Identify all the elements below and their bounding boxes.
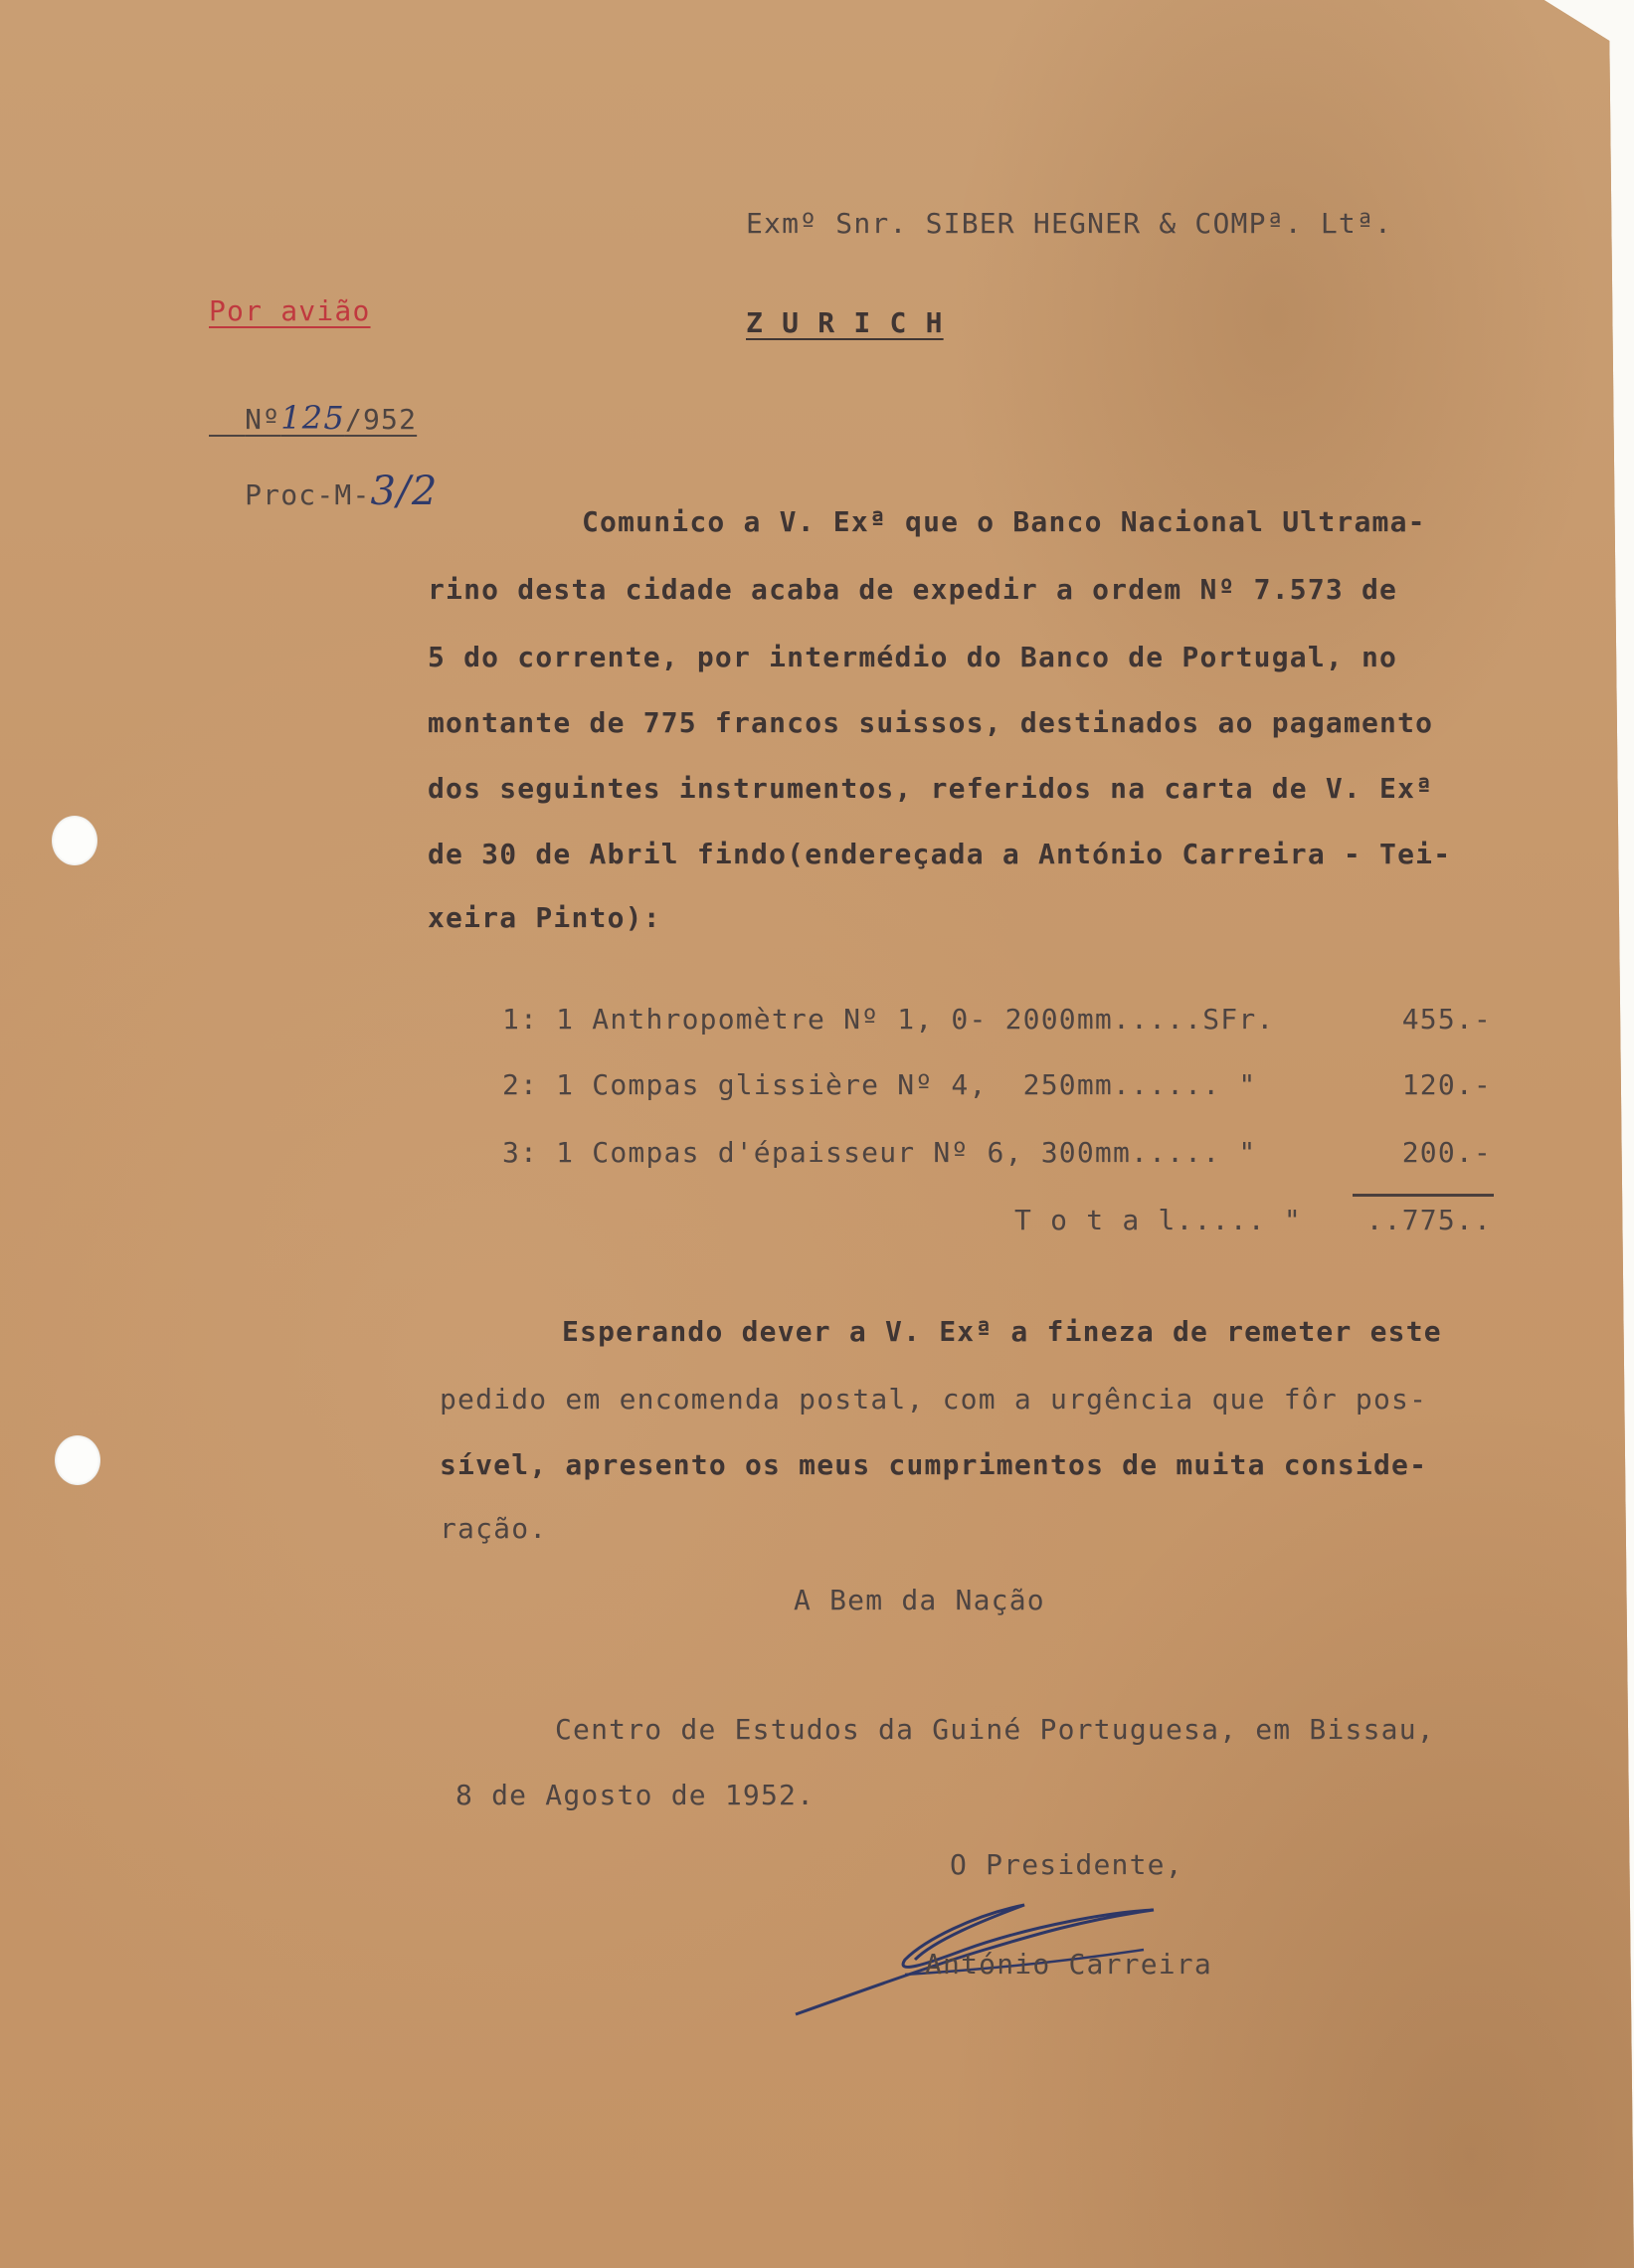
item-2-description: 2: 1 Compas glissière Nº 4, 250mm...... " <box>502 1068 1257 1101</box>
para1-line-7: xeira Pinto): <box>428 901 661 934</box>
para1-line-6: de 30 de Abril findo(endereçada a António Carreira - Tei- <box>428 838 1452 870</box>
salutation: A Bem da Nação <box>794 1584 1045 1616</box>
punch-hole-top <box>52 816 97 865</box>
process-prefix: Proc-M- <box>245 478 371 511</box>
para2-line-4: ração. <box>440 1512 548 1545</box>
para1-line-3: 5 do corrente, por intermédio do Banco de Portugal, no <box>428 641 1398 673</box>
process-handwritten: 3/2 <box>370 469 439 514</box>
item-1-description: 1: 1 Anthropomètre Nº 1, 0- 2000mm.....SFr. <box>502 1003 1275 1036</box>
para1-line-2: rino desta cidade acaba de expedir a ordem Nº 7.573 de <box>428 573 1398 606</box>
date-line: 8 de Agosto de 1952. <box>455 1779 816 1811</box>
para1-line-4: montante de 775 francos suissos, destinados ao pagamento <box>428 706 1434 739</box>
place-line: Centro de Estudos da Guiné Portuguesa, em Bissau, <box>555 1713 1435 1746</box>
para1-line-1: Comunico a V. Exª que o Banco Nacional Ultrama- <box>582 505 1426 538</box>
process-number <box>209 436 439 514</box>
para1-line-5: dos seguintes instrumentos, referidos na carta de V. Exª <box>428 772 1434 805</box>
para2-line-3: sível, apresento os meus cumprimentos de muita conside- <box>440 1448 1428 1481</box>
city-heading: Z U R I C H <box>746 306 944 339</box>
reference-number <box>209 366 417 437</box>
item-3-description: 3: 1 Compas d'épaisseur Nº 6, 300mm..... " <box>502 1136 1257 1169</box>
item-1-amount: 455.- <box>1401 1003 1492 1036</box>
item-2-amount: 120.- <box>1401 1068 1492 1101</box>
reference-prefix: Nº <box>245 403 281 436</box>
para2-line-1: Esperando dever a V. Exª a fineza de remeter este <box>562 1315 1442 1348</box>
total-rule <box>1353 1194 1494 1197</box>
airmail-note: Por avião <box>209 294 371 327</box>
signatory-title: O Presidente, <box>950 1848 1183 1881</box>
para2-line-2: pedido em encomenda postal, com a urgência que fôr pos- <box>440 1383 1428 1416</box>
addressee-line: Exmº Snr. SIBER HEGNER & COMPª. Ltª. <box>746 207 1393 240</box>
reference-handwritten: 125 <box>280 399 345 437</box>
total-amount: ..775.. <box>1365 1204 1492 1236</box>
item-3-amount: 200.- <box>1401 1136 1492 1169</box>
punch-hole-bottom <box>55 1435 100 1485</box>
total-label: T o t a l..... " <box>1014 1204 1302 1236</box>
reference-year: /952 <box>344 403 418 436</box>
signatory-name: António Carreira <box>925 1948 1212 1981</box>
